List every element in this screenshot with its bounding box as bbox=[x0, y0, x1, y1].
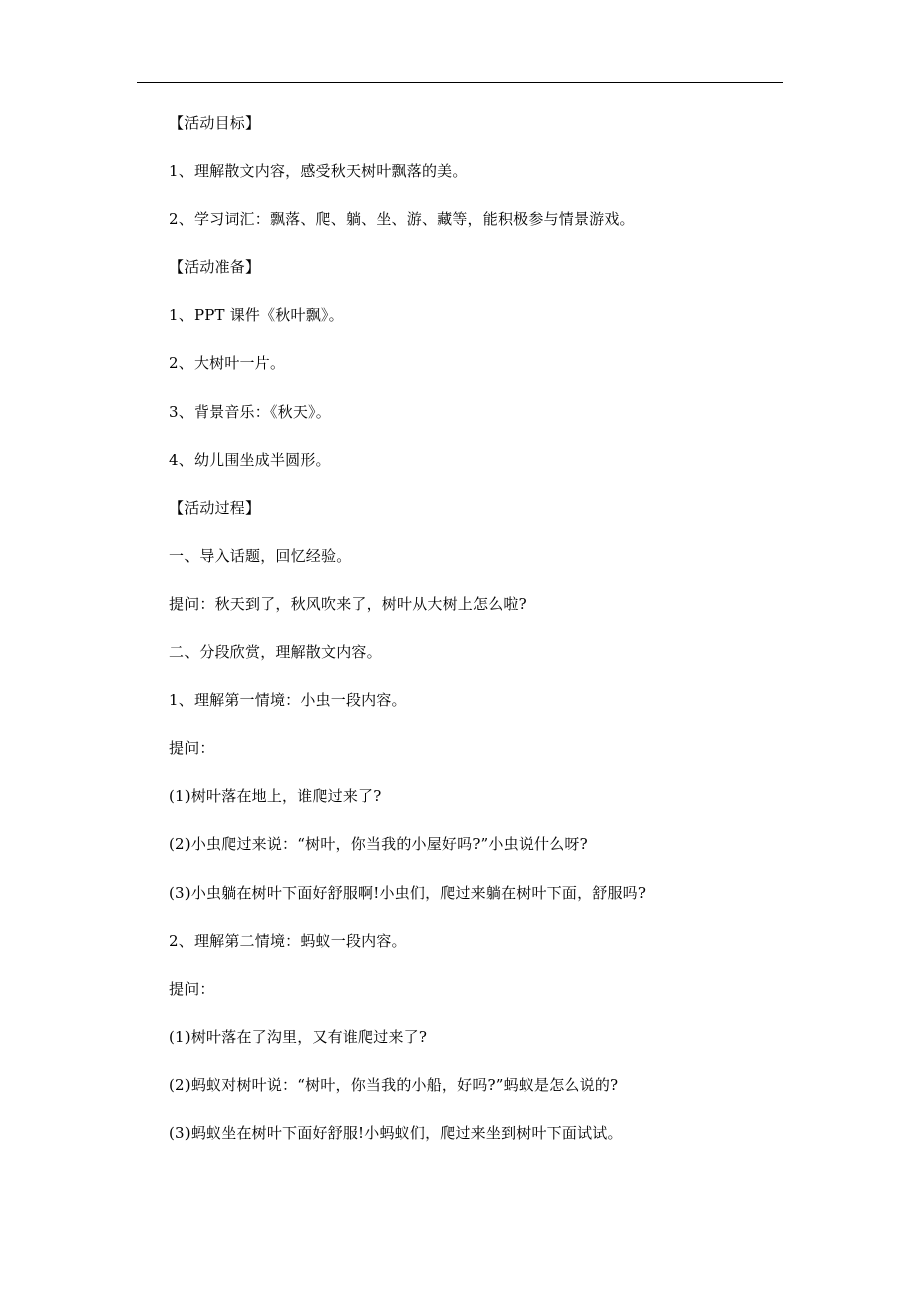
document-body bbox=[169, 110, 769, 1168]
paragraph: 二、分段欣赏，理解散文内容。 bbox=[169, 643, 382, 662]
paragraph: 3、背景音乐：《秋天》。 bbox=[169, 402, 331, 421]
paragraph: (1)树叶落在地上，谁爬过来了? bbox=[169, 787, 382, 806]
paragraph: 1、理解散文内容，感受秋天树叶飘落的美。 bbox=[169, 162, 468, 181]
header-rule bbox=[137, 82, 783, 83]
paragraph: (2)蚂蚁对树叶说：“树叶，你当我的小船，好吗?”蚂蚁是怎么说的? bbox=[169, 1075, 619, 1094]
paragraph: 提问： bbox=[169, 979, 215, 998]
section-heading-goals: 【活动目标】 bbox=[169, 114, 261, 132]
paragraph: 1、理解第一情境：小虫一段内容。 bbox=[169, 691, 407, 710]
paragraph: (2)小虫爬过来说：“树叶，你当我的小屋好吗?”小虫说什么呀? bbox=[169, 835, 588, 854]
paragraph: 1、PPT 课件《秋叶飘》。 bbox=[169, 306, 344, 325]
section-heading-preparation: 【活动准备】 bbox=[169, 258, 261, 277]
paragraph: 2、大树叶一片。 bbox=[169, 354, 286, 373]
paragraph: 2、理解第二情境：蚂蚁一段内容。 bbox=[169, 931, 407, 950]
paragraph: 提问：秋天到了，秋风吹来了，树叶从大树上怎么啦? bbox=[169, 594, 527, 613]
paragraph: 4、幼儿围坐成半圆形。 bbox=[169, 450, 331, 469]
paragraph: 2、学习词汇：飘落、爬、躺、坐、游、藏等，能积极参与情景游戏。 bbox=[169, 210, 635, 229]
section-heading-process: 【活动过程】 bbox=[169, 498, 261, 517]
paragraph: (1)树叶落在了沟里，又有谁爬过来了? bbox=[169, 1027, 428, 1046]
paragraph: (3)小虫躺在树叶下面好舒服啊!小虫们，爬过来躺在树叶下面，舒服吗? bbox=[169, 883, 647, 902]
paragraph: 提问： bbox=[169, 739, 215, 758]
paragraph: (3)蚂蚁坐在树叶下面好舒服!小蚂蚁们，爬过来坐到树叶下面试试。 bbox=[169, 1123, 623, 1142]
paragraph: 一、导入话题，回忆经验。 bbox=[169, 546, 352, 565]
